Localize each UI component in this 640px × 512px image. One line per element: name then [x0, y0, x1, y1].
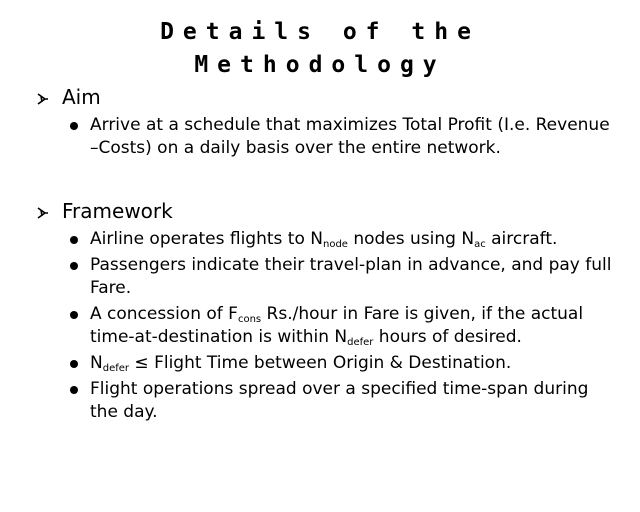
list-item — [36, 228, 620, 251]
framework-bullet-5: Flight operations spread over a specified time-span during the day. — [90, 379, 589, 422]
framework-heading-row — [36, 198, 620, 224]
list-item — [36, 378, 620, 424]
framework-section — [36, 198, 620, 427]
airplane-icon — [36, 92, 50, 106]
framework-bullet-2: Passengers indicate their travel-plan in advance, and pay full Fare. — [90, 255, 612, 298]
bullet-dot-icon — [70, 386, 78, 394]
slide-title — [120, 16, 520, 82]
framework-bullet-3 — [90, 304, 583, 347]
subscript: cons — [237, 314, 262, 325]
airplane-icon — [36, 206, 50, 220]
subscript: defer — [347, 337, 374, 348]
list-item — [36, 254, 620, 300]
title-line-2: Methodology — [194, 52, 446, 78]
text-part: aircraft. — [485, 229, 558, 249]
aim-bullet-list — [36, 114, 620, 160]
aim-section — [36, 84, 620, 163]
aim-bullet-text: Arrive at a schedule that maximizes Total Profit (I.e. Revenue –Costs) on a daily basis over the entire network. — [90, 115, 610, 158]
text-part: A concession of F — [90, 304, 238, 324]
text-part: N — [90, 353, 103, 373]
aim-heading: Aim — [62, 85, 101, 109]
bullet-dot-icon — [70, 311, 78, 319]
subscript: node — [322, 239, 348, 250]
bullet-dot-icon — [70, 236, 78, 244]
bullet-dot-icon — [70, 360, 78, 368]
framework-bullet-4 — [90, 353, 511, 373]
bullet-dot-icon — [70, 262, 78, 270]
text-part: ≤ Flight Time between Origin & Destination. — [129, 353, 512, 373]
text-part: Rs./hour in Fare is given, if the actual time-at-destination is within N — [90, 304, 584, 347]
text-part: Airline operates flights to N — [90, 229, 323, 249]
bullet-dot-icon — [70, 122, 78, 130]
list-item — [36, 303, 620, 349]
title-line-1: Details of the — [160, 19, 480, 45]
text-part: nodes using N — [347, 229, 475, 249]
framework-bullet-list — [36, 228, 620, 424]
subscript: defer — [102, 363, 130, 374]
framework-bullet-1 — [90, 229, 557, 249]
list-item — [36, 352, 620, 375]
text-part: hours of desired. — [373, 327, 522, 347]
list-item — [36, 114, 620, 160]
subscript: ac — [474, 239, 486, 250]
framework-heading: Framework — [62, 199, 173, 223]
aim-heading-row — [36, 84, 620, 110]
